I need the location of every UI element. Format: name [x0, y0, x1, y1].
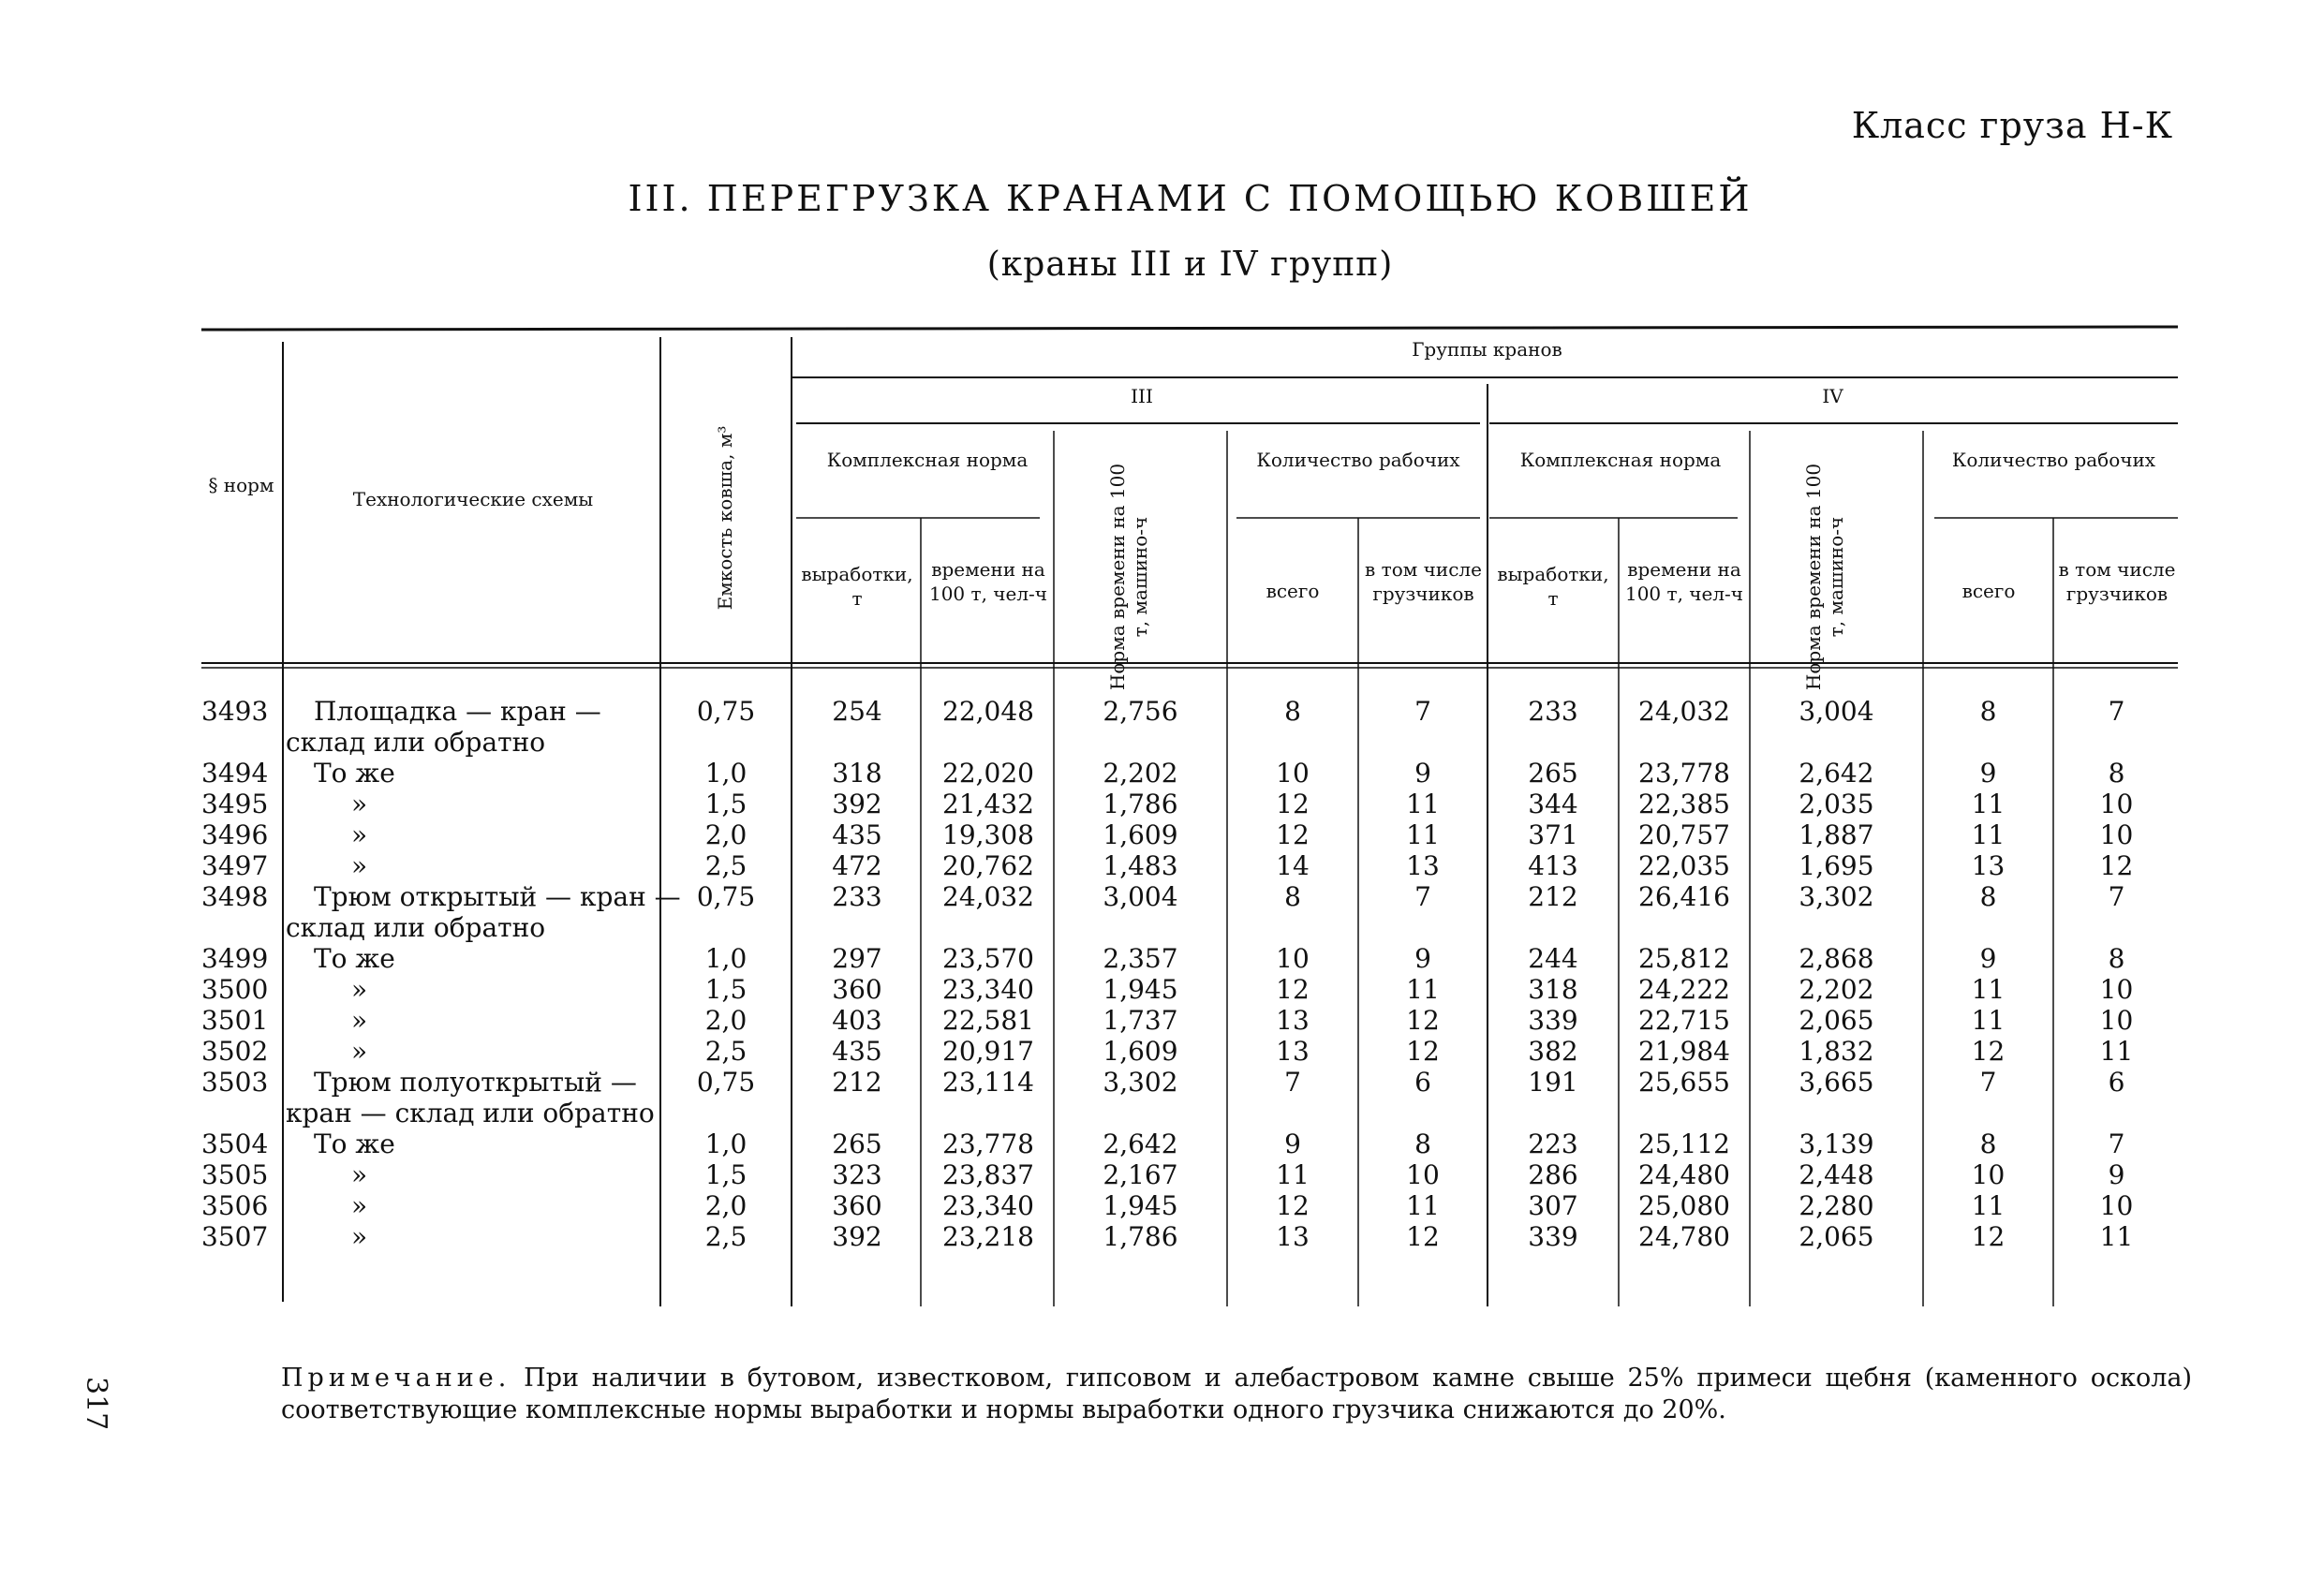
- cell-time4: 22,385: [1638, 789, 1730, 819]
- cell-load4: 7: [2108, 881, 2125, 912]
- cell-tot4: 9: [1979, 758, 1997, 789]
- cell-load4: 7: [2108, 1128, 2125, 1159]
- header-norm-number: § норм: [208, 474, 274, 496]
- cell-mach4: 2,065: [1799, 1005, 1874, 1036]
- cell-cap: 1,5: [704, 974, 748, 1005]
- cell-out3: 323: [832, 1159, 882, 1190]
- cell-tot4: 10: [1971, 1159, 2006, 1190]
- cell-time3: 23,114: [942, 1067, 1034, 1098]
- cell-load4: 11: [2099, 1221, 2134, 1252]
- cell-tot3: 12: [1276, 819, 1310, 850]
- scheme-text: То же: [314, 943, 395, 974]
- norm-number: 3498: [201, 881, 269, 912]
- cell-out4: 191: [1528, 1067, 1578, 1098]
- footnote-label: Примечание.: [281, 1364, 511, 1393]
- norm-number: 3495: [201, 789, 269, 819]
- header-total-iii: всего: [1266, 580, 1320, 602]
- norm-number: 3493: [201, 696, 269, 727]
- norm-number: 3502: [201, 1036, 269, 1067]
- table-row: [0, 1223, 2324, 1251]
- table-row: [0, 852, 2324, 880]
- cell-mach4: 2,448: [1799, 1159, 1874, 1190]
- scheme-text: »: [351, 1036, 368, 1067]
- table-row: [0, 976, 2324, 1004]
- table-row: [0, 1007, 2324, 1035]
- cell-mach3: 1,786: [1103, 789, 1178, 819]
- cell-time4: 25,812: [1638, 943, 1730, 974]
- cell-out4: 371: [1528, 819, 1578, 850]
- cell-time3: 22,048: [942, 696, 1034, 727]
- page-subtitle: (краны III и IV групп): [986, 245, 1394, 284]
- cell-cap: 1,0: [704, 1128, 748, 1159]
- header-bucket-capacity: Емкость ковша, м³: [714, 425, 736, 611]
- header-crane-groups: Группы кранов: [1412, 338, 1562, 361]
- cell-tot3: 10: [1276, 758, 1310, 789]
- cell-out3: 254: [832, 696, 882, 727]
- header-machine-time-iii: Норма времени на 100 т, машино-ч: [1106, 463, 1151, 691]
- cell-cap: 2,0: [704, 819, 748, 850]
- cell-tot4: 13: [1971, 850, 2006, 881]
- cell-tot4: 12: [1971, 1221, 2006, 1252]
- cell-out3: 435: [832, 819, 882, 850]
- cell-time3: 21,432: [942, 789, 1034, 819]
- norm-number: 3506: [201, 1190, 269, 1221]
- norm-number: 3501: [201, 1005, 269, 1036]
- scheme-text: Площадка — кран —: [314, 696, 601, 727]
- cell-tot4: 12: [1971, 1036, 2006, 1067]
- cell-load3: 11: [1406, 974, 1440, 1005]
- cell-out3: 392: [832, 789, 882, 819]
- cell-out3: 297: [832, 943, 882, 974]
- cell-load4: 6: [2108, 1067, 2125, 1098]
- cell-out4: 286: [1528, 1159, 1578, 1190]
- cell-cap: 1,5: [704, 789, 748, 819]
- page-title: III. ПЕРЕГРУЗКА КРАНАМИ С ПОМОЩЬЮ КОВШЕЙ: [628, 178, 1753, 219]
- cell-time4: 25,655: [1638, 1067, 1730, 1098]
- table-row: [0, 881, 2324, 943]
- cell-tot3: 10: [1276, 943, 1310, 974]
- header-workers-iii: Количество рабочих: [1256, 449, 1460, 471]
- cell-cap: 1,5: [704, 1159, 748, 1190]
- cell-time3: 23,340: [942, 974, 1034, 1005]
- cell-time4: 21,984: [1638, 1036, 1730, 1067]
- header-output-iv: выработки, т: [1497, 563, 1609, 610]
- cell-mach3: 1,609: [1103, 819, 1178, 850]
- cell-load3: 11: [1406, 789, 1440, 819]
- header-loaders-iv: в том числе грузчиков: [2058, 558, 2176, 605]
- cell-tot4: 8: [1979, 696, 1997, 727]
- cell-out3: 435: [832, 1036, 882, 1067]
- cell-mach4: 3,302: [1799, 881, 1874, 912]
- cell-load3: 11: [1406, 1190, 1440, 1221]
- cell-out4: 307: [1528, 1190, 1578, 1221]
- cell-mach3: 1,609: [1103, 1036, 1178, 1067]
- cell-tot3: 7: [1284, 1067, 1301, 1098]
- table-row: [0, 945, 2324, 973]
- scheme-text: »: [351, 850, 368, 881]
- cell-mach4: 2,202: [1799, 974, 1874, 1005]
- cell-out4: 339: [1528, 1221, 1578, 1252]
- footnote: [281, 1363, 2192, 1426]
- scheme-text: »: [351, 974, 368, 1005]
- cell-load3: 9: [1414, 758, 1431, 789]
- cell-mach3: 2,357: [1103, 943, 1178, 974]
- header-complex-norm-iv: Комплексная норма: [1519, 449, 1722, 471]
- cell-mach3: 2,642: [1103, 1128, 1178, 1159]
- cell-time3: 23,218: [942, 1221, 1034, 1252]
- cell-tot4: 11: [1971, 974, 2006, 1005]
- cell-mach4: 1,695: [1799, 850, 1874, 881]
- header-total-iv: всего: [1961, 580, 2016, 602]
- cargo-class-label: Класс груза Н-К: [1851, 105, 2173, 146]
- cell-cap: 1,0: [704, 943, 748, 974]
- cell-tot4: 11: [1971, 1005, 2006, 1036]
- cell-time4: 22,035: [1638, 850, 1730, 881]
- cell-out4: 233: [1528, 696, 1578, 727]
- cell-cap: 2,5: [704, 1036, 748, 1067]
- cell-out3: 265: [832, 1128, 882, 1159]
- table-row: [0, 1192, 2324, 1220]
- cell-load4: 10: [2099, 1190, 2134, 1221]
- header-time-iv: времени на 100 т, чел-ч: [1624, 558, 1744, 605]
- cell-time3: 20,917: [942, 1036, 1034, 1067]
- cell-load4: 10: [2099, 974, 2134, 1005]
- cell-out3: 233: [832, 881, 882, 912]
- cell-mach4: 3,004: [1799, 696, 1874, 727]
- cell-out4: 244: [1528, 943, 1578, 974]
- cell-tot4: 11: [1971, 819, 2006, 850]
- cell-load3: 7: [1414, 696, 1431, 727]
- table-row: [0, 1130, 2324, 1158]
- cell-load4: 10: [2099, 1005, 2134, 1036]
- cell-tot4: 8: [1979, 1128, 1997, 1159]
- cell-mach3: 2,167: [1103, 1159, 1178, 1190]
- cell-time4: 25,080: [1638, 1190, 1730, 1221]
- cell-time3: 23,570: [942, 943, 1034, 974]
- cell-load3: 12: [1406, 1005, 1440, 1036]
- cell-tot3: 11: [1276, 1159, 1310, 1190]
- page-number: 317: [80, 1377, 112, 1431]
- scheme-text: »: [351, 1159, 368, 1190]
- cell-load4: 10: [2099, 789, 2134, 819]
- scheme-text: склад или обратно: [286, 912, 546, 943]
- cell-mach3: 2,756: [1103, 696, 1178, 727]
- cell-tot3: 14: [1276, 850, 1310, 881]
- cell-time3: 19,308: [942, 819, 1034, 850]
- table-row: [0, 1161, 2324, 1189]
- cell-time4: 22,715: [1638, 1005, 1730, 1036]
- table-row: [0, 696, 2324, 758]
- scheme-text: »: [351, 1005, 368, 1036]
- header-output-iii: выработки, т: [801, 563, 913, 610]
- cell-out3: 360: [832, 1190, 882, 1221]
- header-machine-time-iv: Норма времени на 100 т, машино-ч: [1802, 463, 1847, 691]
- cell-time4: 24,780: [1638, 1221, 1730, 1252]
- cell-mach3: 1,945: [1103, 974, 1178, 1005]
- cell-cap: 0,75: [696, 881, 756, 912]
- cell-time4: 24,480: [1638, 1159, 1730, 1190]
- cell-out4: 223: [1528, 1128, 1578, 1159]
- cell-load3: 13: [1406, 850, 1440, 881]
- cell-time4: 20,757: [1638, 819, 1730, 850]
- cell-time3: 23,837: [942, 1159, 1034, 1190]
- cell-out3: 392: [832, 1221, 882, 1252]
- table-row: [0, 821, 2324, 849]
- cell-mach3: 1,737: [1103, 1005, 1178, 1036]
- cell-load4: 8: [2108, 758, 2125, 789]
- scheme-text: кран — склад или обратно: [286, 1098, 655, 1128]
- cell-mach4: 1,887: [1799, 819, 1874, 850]
- cell-time3: 22,581: [942, 1005, 1034, 1036]
- cell-out4: 382: [1528, 1036, 1578, 1067]
- cell-cap: 0,75: [696, 1067, 756, 1098]
- cell-mach4: 2,642: [1799, 758, 1874, 789]
- norm-number: 3500: [201, 974, 269, 1005]
- cell-tot3: 12: [1276, 789, 1310, 819]
- norm-number: 3496: [201, 819, 269, 850]
- cell-mach3: 2,202: [1103, 758, 1178, 789]
- cell-tot3: 9: [1284, 1128, 1301, 1159]
- norm-number: 3507: [201, 1221, 269, 1252]
- cell-tot3: 12: [1276, 1190, 1310, 1221]
- cell-time4: 26,416: [1638, 881, 1730, 912]
- cell-mach4: 2,868: [1799, 943, 1874, 974]
- cell-mach4: 2,065: [1799, 1221, 1874, 1252]
- cell-load4: 10: [2099, 819, 2134, 850]
- cell-tot3: 13: [1276, 1036, 1310, 1067]
- scheme-text: Трюм полуоткрытый —: [314, 1067, 637, 1098]
- cell-cap: 2,5: [704, 850, 748, 881]
- cell-mach4: 1,832: [1799, 1036, 1874, 1067]
- cell-time3: 23,340: [942, 1190, 1034, 1221]
- norm-number: 3494: [201, 758, 269, 789]
- cell-mach3: 3,302: [1103, 1067, 1178, 1098]
- cell-load3: 9: [1414, 943, 1431, 974]
- cell-mach3: 1,786: [1103, 1221, 1178, 1252]
- cell-out3: 318: [832, 758, 882, 789]
- header-workers-iv: Количество рабочих: [1951, 449, 2156, 471]
- cell-cap: 0,75: [696, 696, 756, 727]
- cell-mach4: 2,280: [1799, 1190, 1874, 1221]
- cell-load3: 11: [1406, 819, 1440, 850]
- norm-number: 3505: [201, 1159, 269, 1190]
- footnote-text: При наличии в бутовом, известковом, гипсовом и алебастровом камне свыше 25% примеси щебня (каменного оскола) соответствующие комплексные нормы выработки и нормы выработки одного грузчика снижаются до 20%.: [281, 1364, 2192, 1424]
- cell-load3: 8: [1414, 1128, 1431, 1159]
- cell-load4: 11: [2099, 1036, 2134, 1067]
- cell-out3: 360: [832, 974, 882, 1005]
- cell-time4: 25,112: [1638, 1128, 1730, 1159]
- cell-load3: 12: [1406, 1036, 1440, 1067]
- cell-mach3: 3,004: [1103, 881, 1178, 912]
- norm-number: 3499: [201, 943, 269, 974]
- cell-load3: 6: [1414, 1067, 1431, 1098]
- norm-number: 3497: [201, 850, 269, 881]
- cell-tot4: 8: [1979, 881, 1997, 912]
- cell-out3: 472: [832, 850, 882, 881]
- scheme-text: »: [351, 1190, 368, 1221]
- cell-cap: 1,0: [704, 758, 748, 789]
- cell-time4: 23,778: [1638, 758, 1730, 789]
- scheme-text: Трюм открытый — кран —: [314, 881, 681, 912]
- cell-tot3: 12: [1276, 974, 1310, 1005]
- cell-tot3: 13: [1276, 1221, 1310, 1252]
- cell-load4: 12: [2099, 850, 2134, 881]
- cell-tot4: 11: [1971, 789, 2006, 819]
- cell-load4: 7: [2108, 696, 2125, 727]
- header-loaders-iii: в том числе грузчиков: [1365, 558, 1482, 605]
- cell-cap: 2,0: [704, 1005, 748, 1036]
- scheme-text: склад или обратно: [286, 727, 546, 758]
- cell-out4: 344: [1528, 789, 1578, 819]
- cell-cap: 2,5: [704, 1221, 748, 1252]
- cell-out3: 212: [832, 1067, 882, 1098]
- table-row: [0, 790, 2324, 819]
- cell-out4: 265: [1528, 758, 1578, 789]
- cell-tot3: 13: [1276, 1005, 1310, 1036]
- cell-mach3: 1,483: [1103, 850, 1178, 881]
- cell-mach4: 3,665: [1799, 1067, 1874, 1098]
- header-tech-scheme: Технологические схемы: [352, 488, 594, 510]
- cell-out4: 413: [1528, 850, 1578, 881]
- cell-time3: 23,778: [942, 1128, 1034, 1159]
- cell-time3: 22,020: [942, 758, 1034, 789]
- header-time-iii: времени на 100 т, чел-ч: [928, 558, 1048, 605]
- cell-load3: 10: [1406, 1159, 1440, 1190]
- cell-cap: 2,0: [704, 1190, 748, 1221]
- cell-time4: 24,032: [1638, 696, 1730, 727]
- cell-mach4: 2,035: [1799, 789, 1874, 819]
- scheme-text: »: [351, 1221, 368, 1252]
- cell-mach3: 1,945: [1103, 1190, 1178, 1221]
- scheme-text: То же: [314, 1128, 395, 1159]
- cell-load3: 12: [1406, 1221, 1440, 1252]
- cell-out4: 318: [1528, 974, 1578, 1005]
- scheme-text: То же: [314, 758, 395, 789]
- cell-time3: 20,762: [942, 850, 1034, 881]
- cell-tot3: 8: [1284, 881, 1301, 912]
- cell-out4: 339: [1528, 1005, 1578, 1036]
- table-row: [0, 760, 2324, 788]
- table-row: [0, 1038, 2324, 1066]
- cell-tot4: 7: [1979, 1067, 1997, 1098]
- header-group-iv: IV: [1822, 385, 1843, 407]
- scheme-text: »: [351, 789, 368, 819]
- cell-load3: 7: [1414, 881, 1431, 912]
- cell-out3: 403: [832, 1005, 882, 1036]
- table-row: [0, 1067, 2324, 1128]
- cell-tot3: 8: [1284, 696, 1301, 727]
- norm-number: 3503: [201, 1067, 269, 1098]
- cell-tot4: 9: [1979, 943, 1997, 974]
- header-group-iii: III: [1131, 385, 1153, 407]
- norm-number: 3504: [201, 1128, 269, 1159]
- cell-mach4: 3,139: [1799, 1128, 1874, 1159]
- cell-tot4: 11: [1971, 1190, 2006, 1221]
- header-complex-norm-iii: Комплексная норма: [826, 449, 1029, 471]
- cell-time3: 24,032: [942, 881, 1034, 912]
- cell-load4: 8: [2108, 943, 2125, 974]
- cell-load4: 9: [2108, 1159, 2125, 1190]
- scheme-text: »: [351, 819, 368, 850]
- cell-out4: 212: [1528, 881, 1578, 912]
- cell-time4: 24,222: [1638, 974, 1730, 1005]
